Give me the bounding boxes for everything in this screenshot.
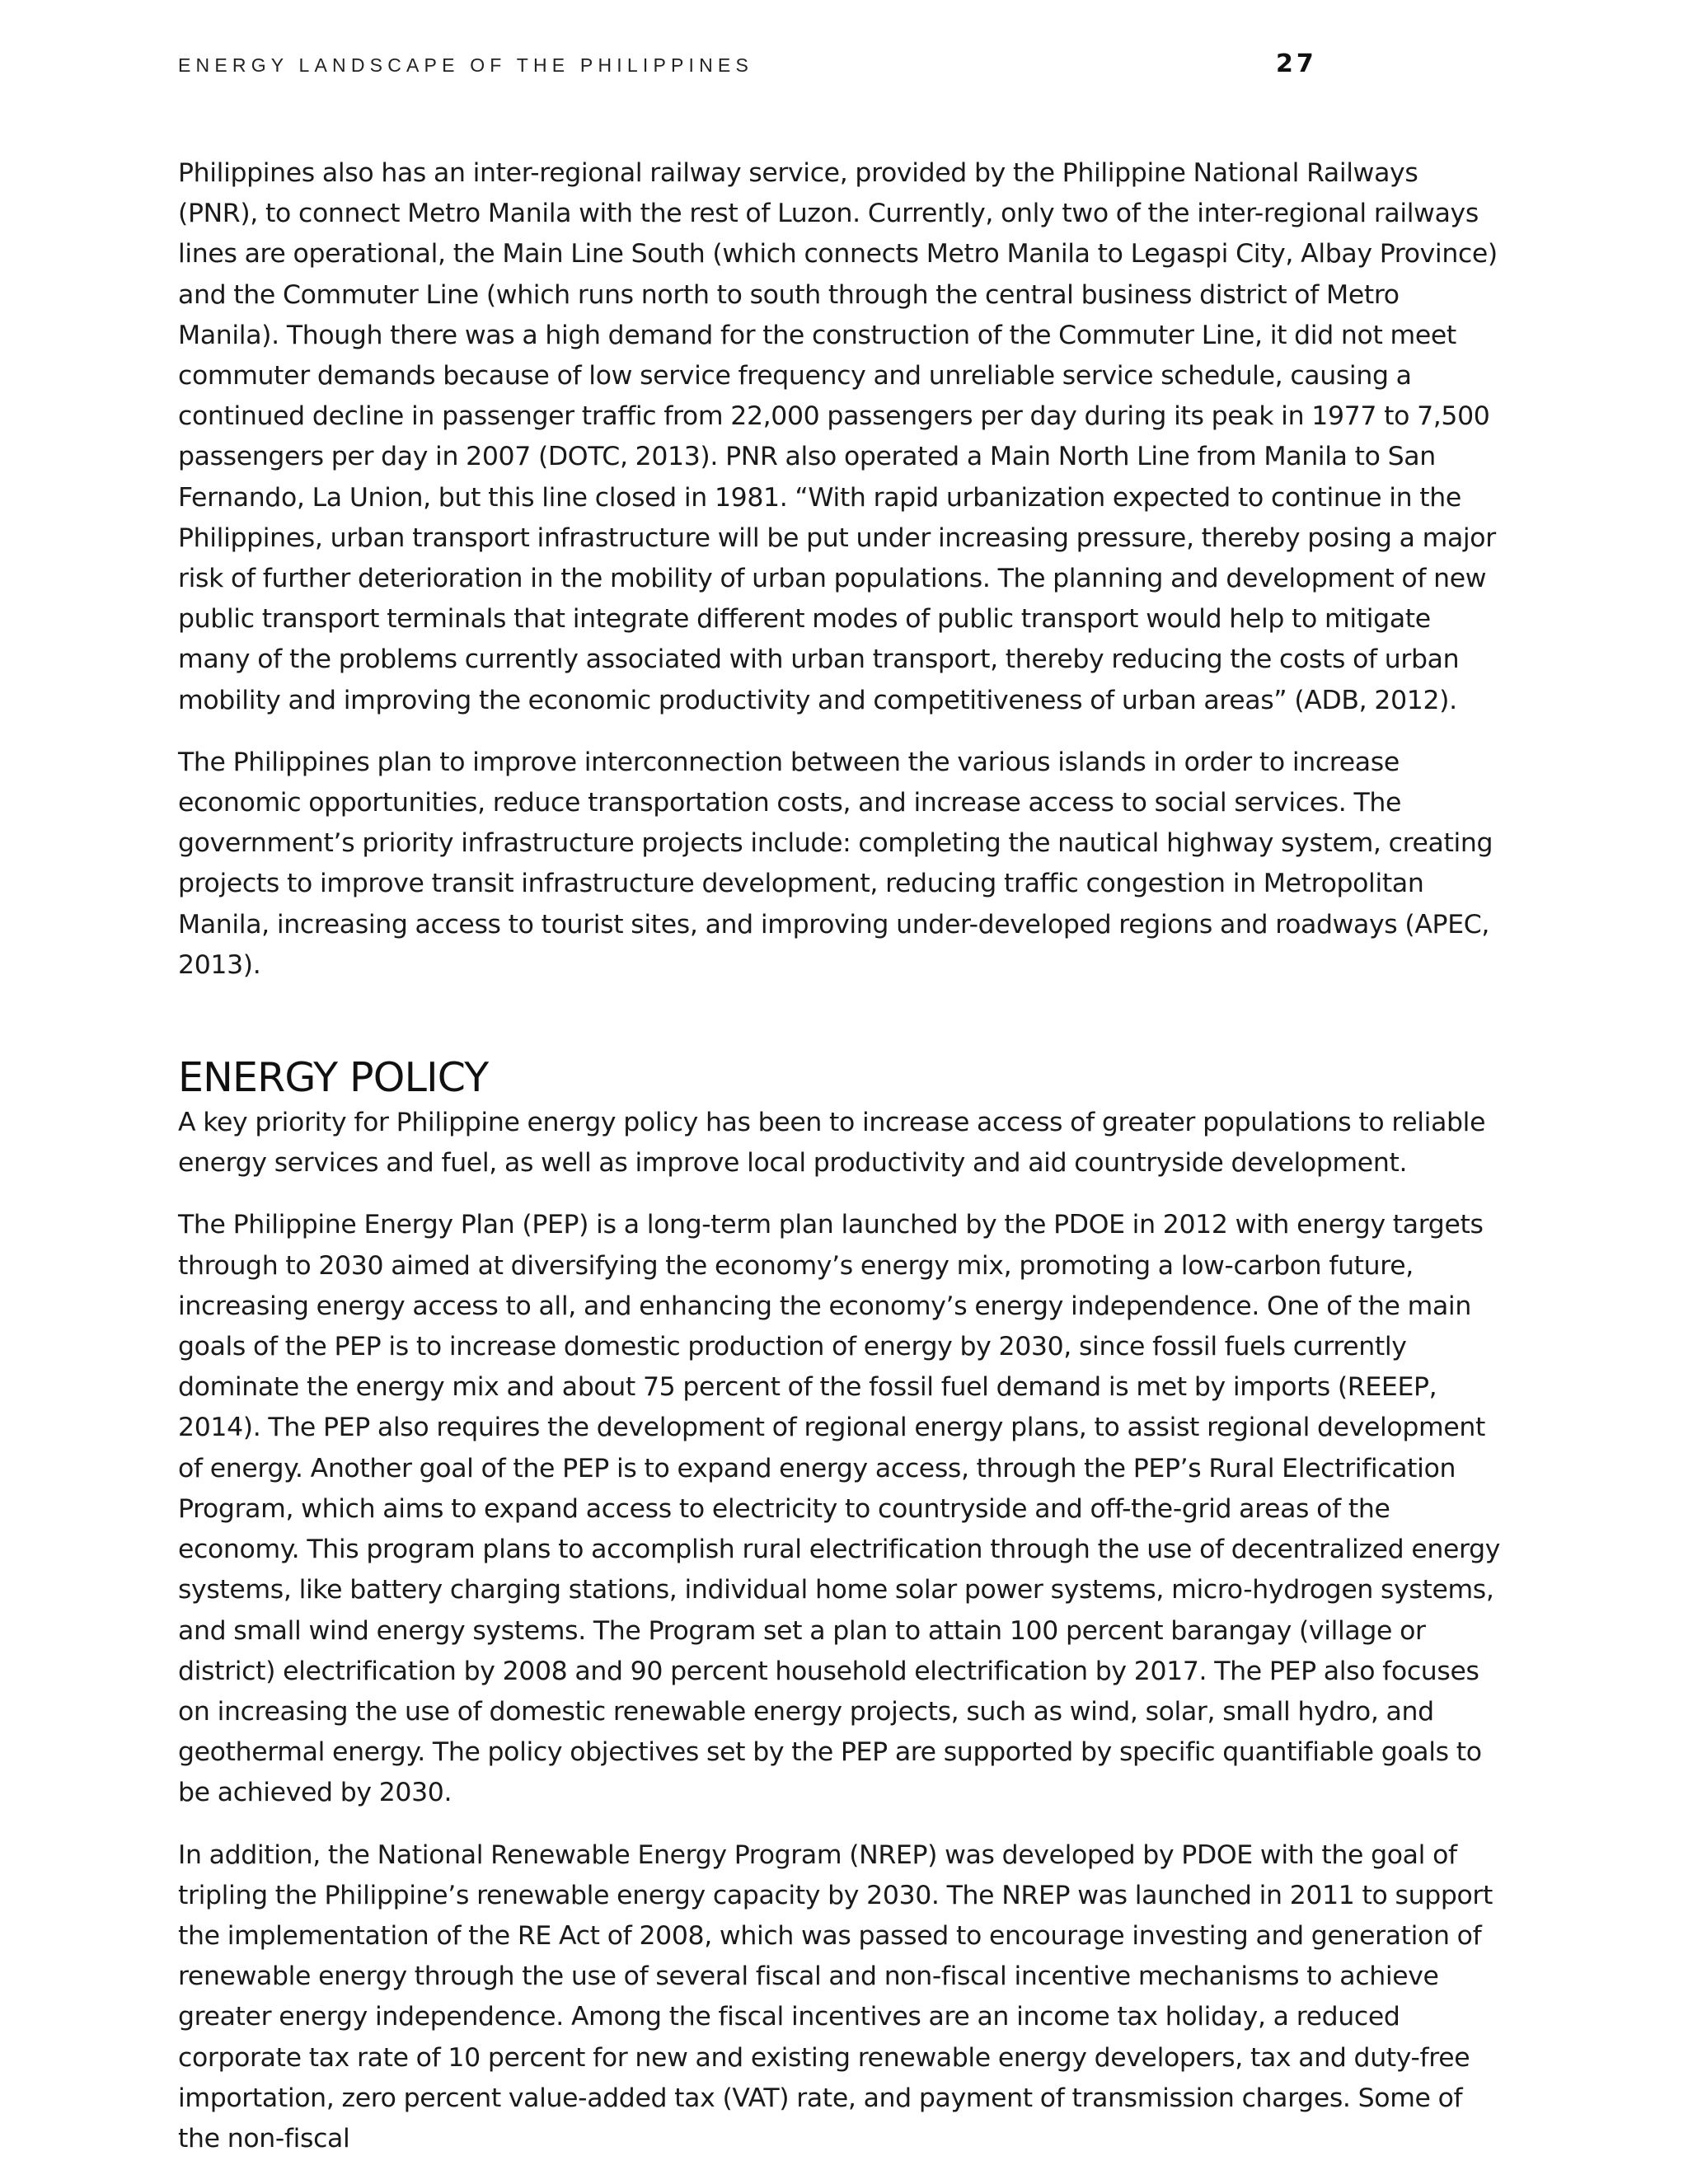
paragraph-national-renewable-energy-program: In addition, the National Renewable Energy Program (NREP) was developed by PDOE with the goal of tripling the Philippine’s renewable energy capacity by 2030. The NREP was launched in 2011 to support the implementation of the RE Act of 2008, which was passed to encourage investing and generation of renewable energy through the use of several fiscal and non-fiscal incentive mechanisms to achieve greater energy independence. Among the fiscal incentives are an income tax holiday, a reduced corporate tax rate of 10 percent for new and existing renewable energy developers, tax and duty-free importation, zero percent value-added tax (VAT) rate, and payment of transmission charges. Some of the non-fiscal	[178, 1840, 1493, 2154]
paragraph-energy-policy-priority: A key priority for Philippine energy policy has been to increase access of greater populations to reliable energy services and fuel, as well as improve local productivity and aid countryside development.	[178, 1108, 1486, 1179]
body-content	[178, 153, 1503, 2181]
paragraph-railway-service: Philippines also has an inter-regional railway service, provided by the Philippine National Railways (PNR), to connect Metro Manila with the rest of Luzon. Currently, only two of the inter-regional railways lines are operational, the Main Line South (which connects Metro Manila to Legaspi City, Albay Province) and the Commuter Line (which runs north to south through the central business district of Metro Manila). Though there was a high demand for the construction of the Commuter Line, it did not meet commuter demands because of low service frequency and unreliable service schedule, causing a continued decline in passenger traffic from 22,000 passengers per day during its peak in 1977 to 7,500 passengers per day in 2007 (DOTC, 2013). PNR also operated a Main North Line from Manila to San Fernando, La Union, but this line closed in 1981. “With rapid urbanization expected to continue in the Philippines, urban transport infrastructure will be put under increasing pressure, thereby posing a major risk of further deterioration in the mobility of urban populations. The planning and development of new public transport terminals that integrate different modes of public transport would help to mitigate many of the problems currently associated with urban transport, thereby reducing the costs of urban mobility and improving the economic productivity and competitiveness of urban areas” (ADB, 2012).	[178, 158, 1498, 715]
running-header: ENERGY LANDSCAPE OF THE PHILIPPINES	[178, 54, 754, 76]
page-number: 27	[1276, 49, 1317, 78]
paragraph-philippine-energy-plan: The Philippine Energy Plan (PEP) is a long-term plan launched by the PDOE in 2012 with energy targets through to 2030 aimed at diversifying the economy’s energy mix, promoting a low-carbon future, increasing energy access to all, and enhancing the economy’s energy independence. One of the main goals of the PEP is to increase domestic production of energy by 2030, since fossil fuels currently dominate the energy mix and about 75 percent of the fossil fuel demand is met by imports (REEEP, 2014). The PEP also requires the development of regional energy plans, to assist regional development of energy. Another goal of the PEP is to expand energy access, through the PEP’s Rural Electrification Program, which aims to expand access to electricity to countryside and off-the-grid areas of the economy. This program plans to accomplish rural electrification through the use of decentralized energy systems, like battery charging stations, individual home solar power systems, micro-hydrogen systems, and small wind energy systems. The Program set a plan to attain 100 percent barangay (village or district) electrification by 2008 and 90 percent household electrification by 2017. The PEP also focuses on increasing the use of domestic renewable energy projects, such as wind, solar, small hydro, and geothermal energy. The policy objectives set by the PEP are supported by specific quantifiable goals to be achieved by 2030.	[178, 1210, 1501, 1808]
paragraph-interconnection-plan: The Philippines plan to improve interconnection between the various islands in order to increase economic opportunities, reduce transportation costs, and increase access to social services. The government’s priority infrastructure projects include: completing the nautical highway system, creating projects to improve transit infrastructure development, reducing traffic congestion in Metropolitan Manila, increasing access to tourist sites, and improving under-developed regions and roadways (APEC, 2013).	[178, 747, 1493, 980]
section-heading-energy-policy: ENERGY POLICY	[178, 1054, 489, 1102]
